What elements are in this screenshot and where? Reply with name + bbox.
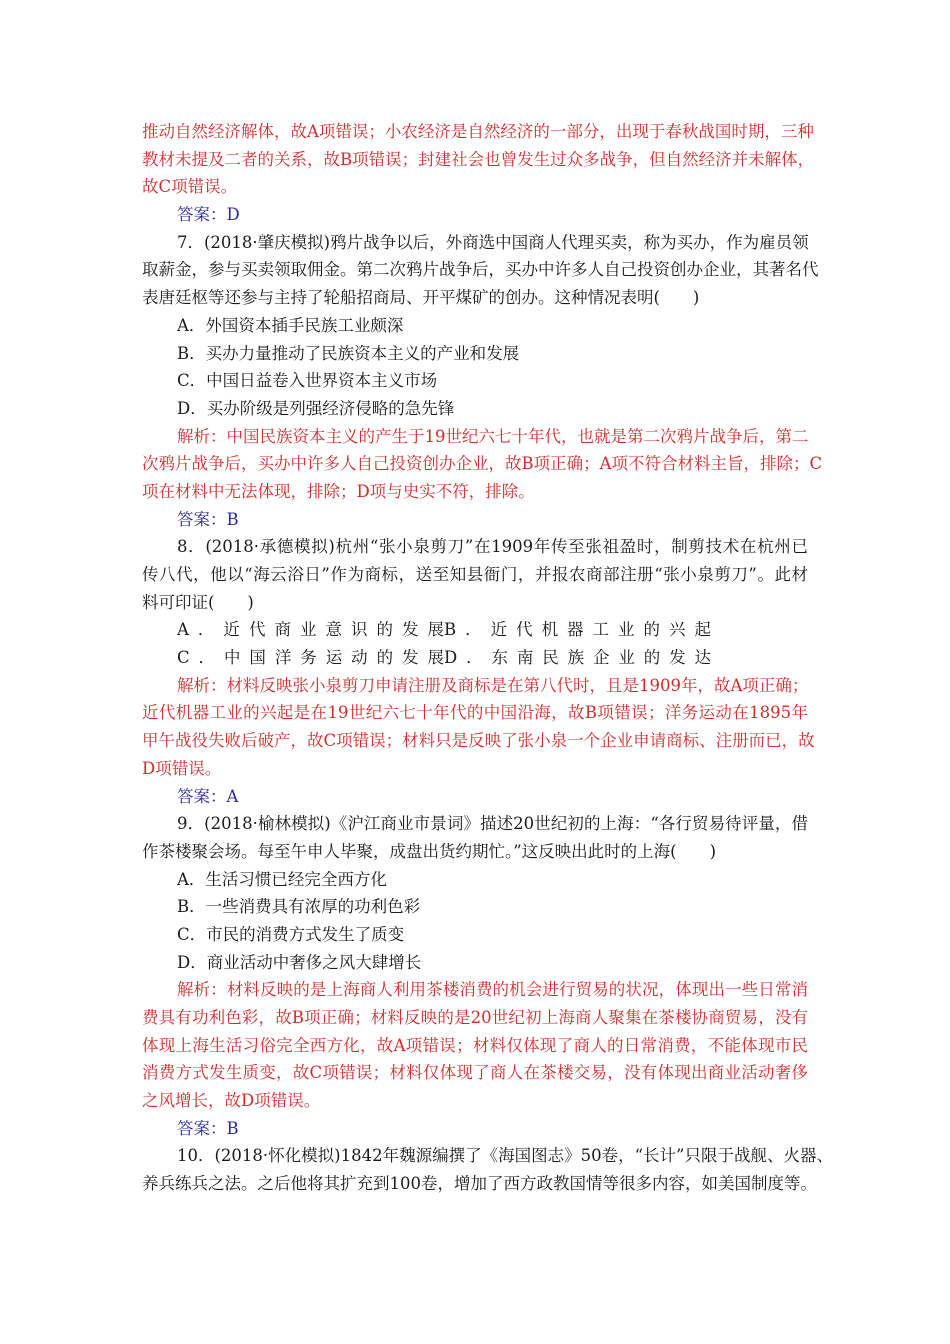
q7-analysis-line: 次鸦片战争后，买办中许多人自己投资创办企业，故B项正确；A项不符合材料主旨，排除；C (142, 454, 823, 474)
q9-analysis-line: 消费方式发生质变，故C项错误；材料仅体现了商人在茶楼交易，没有体现出商业活动奢侈 (142, 1063, 808, 1083)
q10-stem-line: 10．(2018·怀化模拟)1842年魏源编撰了《海国图志》50卷，“长计”只限于战舰、火器、 (177, 1146, 833, 1166)
q8-option-d: D．东南民族企业的发达 (444, 648, 711, 668)
q7-stem-line: 7．(2018·肇庆模拟)鸦片战争以后，外商选中国商人代理买卖，称为买办，作为雇员领 (177, 232, 809, 252)
q9-option-b: B．一些消费具有浓厚的功利色彩 (177, 897, 421, 917)
q8-analysis-line: 甲午战役失败后破产，故C项错误；材料只是反映了张小泉一个企业申请商标、注册而已，故 (142, 731, 815, 751)
q8-option-b: B．近代机器工业的兴起 (444, 620, 711, 640)
q8-option-c: C．中国洋务运动的发展 (177, 648, 444, 668)
q9-analysis-line: 之风增长，故D项错误。 (142, 1091, 321, 1111)
q7-option-d: D．买办阶级是列强经济侵略的急先锋 (177, 398, 455, 418)
document-page (142, 118, 833, 1198)
q8-stem-line: 料可印证( ) (142, 592, 254, 612)
q7-option-a: A．外国资本插手民族工业颇深 (177, 315, 404, 335)
q8-answer: 答案：A (177, 786, 239, 806)
q7-stem-line: 表唐廷枢等还参与主持了轮船招商局、开平煤矿的创办。这种情况表明( ) (142, 288, 700, 308)
q6-analysis-line: 故C项错误。 (142, 177, 238, 197)
q8-analysis-line: D项错误。 (142, 758, 222, 778)
q8-stem-line: 传八代，他以“海云浴日”作为商标，送至知县衙门，并报农商部注册“张小泉剪刀”。此材 (142, 565, 808, 584)
q8-options-row-2 (142, 644, 808, 672)
q9-stem-line: 作茶楼聚会场。每至午申人毕聚，成盘出货约期忙。”这反映出此时的上海( ) (142, 841, 717, 861)
q6-answer: 答案：D (177, 205, 240, 225)
q7-analysis-line: 解析：中国民族资本主义的产生于19世纪六七十年代，也就是第二次鸦片战争后，第二 (177, 426, 809, 446)
q8-option-a: A．近代商业意识的发展 (177, 620, 444, 640)
q7-option-b: B．买办力量推动了民族资本主义的产业和发展 (177, 343, 520, 363)
q7-stem-line: 取薪金，参与买卖领取佣金。第二次鸦片战争后，买办中许多人自己投资创办企业，其著名代 (142, 260, 819, 280)
q8-stem-line: 8．(2018·承德模拟)杭州“张小泉剪刀”在1909年传至张祖盈时，制剪技术在杭州已 (177, 537, 808, 557)
q9-analysis-line: 体现上海生活习俗完全西方化，故A项错误；材料仅体现了商人的日常消费，不能体现市民 (142, 1035, 808, 1055)
q9-stem-line: 9．(2018·榆林模拟)《沪江商业市景词》描述20世纪初的上海：“各行贸易待评量，借 (177, 814, 808, 834)
q8-options-row-1 (142, 616, 808, 644)
q9-analysis-line: 解析：材料反映的是上海商人利用茶楼消费的机会进行贸易的状况，体现出一些日常消 (177, 980, 808, 1000)
q9-analysis-line: 费具有功利色彩，故B项正确；材料反映的是20世纪初上海商人聚集在茶楼协商贸易，没有 (142, 1008, 808, 1027)
q6-analysis-line: 推动自然经济解体，故A项错误；小农经济是自然经济的一部分，出现于春秋战国时期，三种 (142, 122, 814, 141)
q9-option-d: D．商业活动中奢侈之风大肆增长 (177, 952, 422, 972)
q10-stem-line: 养兵练兵之法。之后他将其扩充到100卷，增加了西方政教国情等很多内容，如美国制度等。 (142, 1174, 817, 1194)
q8-analysis-line: 解析：材料反映张小泉剪刀申请注册及商标是在第八代时，且是1909年，故A项正确； (177, 675, 809, 695)
q9-option-c: C．市民的消费方式发生了质变 (177, 924, 405, 944)
q8-analysis-line: 近代机器工业的兴起是在19世纪六七十年代的中国沿海，故B项错误；洋务运动在1895年 (142, 703, 808, 723)
q6-analysis-line: 教材未提及二者的关系，故B项错误；封建社会也曾发生过众多战争，但自然经济并未解体， (142, 149, 815, 169)
q7-option-c: C．中国日益卷入世界资本主义市场 (177, 371, 438, 391)
q9-option-a: A．生活习惯已经完全西方化 (177, 869, 387, 889)
q7-answer: 答案：B (177, 509, 239, 529)
q9-answer: 答案：B (177, 1118, 239, 1138)
q7-analysis-line: 项在材料中无法体现，排除；D项与史实不符，排除。 (142, 481, 535, 501)
